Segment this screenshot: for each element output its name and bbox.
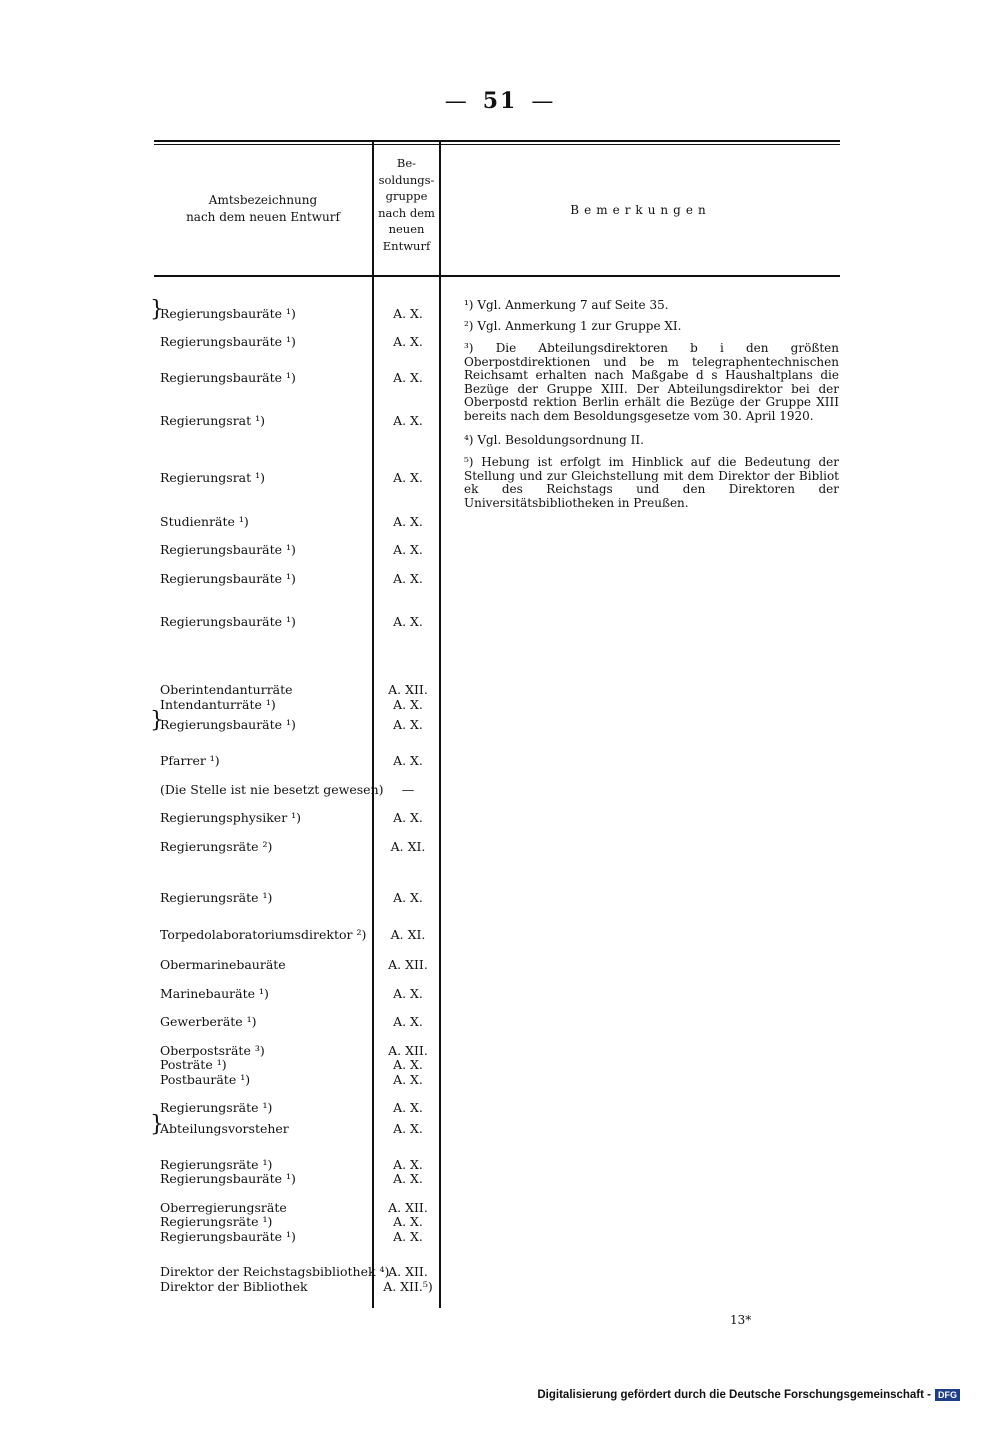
row-title: Regierungsbauräte ¹): [160, 614, 296, 629]
row-title: Oberpostsräte ³): [160, 1043, 265, 1058]
row-title: Direktor der Bibliothek: [160, 1279, 308, 1294]
row-group: A. XII.: [388, 1200, 428, 1215]
row-title: Marinebauräte ¹): [160, 986, 269, 1001]
header-col-title: Amtsbezeichnung nach dem neuen Entwurf: [186, 193, 340, 224]
row-group: A. X.: [393, 334, 423, 349]
row-group: A. X.: [393, 1057, 423, 1072]
row-title: Regierungsbauräte ¹): [160, 542, 296, 557]
row-title: Postbauräte ¹): [160, 1072, 251, 1087]
row-title: Regierungsbauräte ¹): [160, 334, 296, 349]
page-number-line: [0, 88, 1000, 114]
row-title: Regierungsrat ¹): [160, 413, 266, 428]
row-group: A. X.: [393, 1229, 423, 1244]
footnote-5: ⁵) Hebung ist erfolgt im Hinblick auf die Bedeutung der Stellung und zur Gleichstellung mit dem Direktor der Bibliot ek des Reichstags und den Direktoren der Universitätsbibliotheken in Preußen.: [464, 455, 839, 510]
row-group: A. X.: [393, 1157, 423, 1172]
digitization-footer-text: Digitalisierung gefördert durch die Deutsche Forschungsgemeinschaft -: [537, 1389, 931, 1402]
row-title: Posträte ¹): [160, 1057, 227, 1072]
row-title: Torpedolaboratoriumsdirektor ²): [160, 927, 367, 942]
row-title: Regierungsräte ¹): [160, 890, 273, 905]
row-group: A. X.: [393, 470, 423, 485]
row-group: A. X.: [393, 306, 423, 321]
row-group: A. X.: [393, 810, 423, 825]
footnote-2: ²) Vgl. Anmerkung 1 zur Gruppe XI.: [464, 319, 682, 333]
page-number: 51: [482, 88, 518, 114]
footnote-4: ⁴) Vgl. Besoldungsordnung II.: [464, 433, 644, 447]
row-title: Intendanturräte ¹): [160, 697, 276, 712]
row-group: A. XII.: [388, 1264, 428, 1279]
row-title: Regierungsräte ¹): [160, 1100, 273, 1115]
row-title: Regierungsbauräte ¹): [160, 1229, 296, 1244]
header-col-group: Be- soldungs- gruppe nach dem neuen Entwurf: [378, 156, 435, 253]
row-group: A. X.: [393, 1100, 423, 1115]
row-group: A. X.: [393, 1121, 423, 1136]
brace: }: [150, 708, 164, 733]
digitization-footer: [537, 1389, 960, 1401]
row-title: Direktor der Reichstagsbibliothek ⁴): [160, 1264, 390, 1279]
row-title: Pfarrer ¹): [160, 753, 220, 768]
row-title: Oberregierungsräte: [160, 1200, 287, 1215]
row-group: A. X.: [393, 1014, 423, 1029]
row-group: A. XII.⁵): [383, 1279, 433, 1294]
row-title: Regierungsphysiker ¹): [160, 810, 302, 825]
brace: }: [150, 1112, 164, 1137]
table-top-rule: [154, 140, 840, 142]
row-group: A. XII.: [388, 957, 428, 972]
header-col-remarks: Bemerkungen: [570, 203, 711, 217]
row-title: (Die Stelle ist nie besetzt gewesen): [160, 782, 384, 797]
row-title: Regierungsbauräte ¹): [160, 571, 296, 586]
row-group: A. X.: [393, 514, 423, 529]
row-group: A. XI.: [390, 927, 426, 942]
row-group: A. X.: [393, 571, 423, 586]
row-group: A. X.: [393, 986, 423, 1001]
row-group: —: [401, 782, 415, 797]
dfg-logo: DFG: [935, 1389, 960, 1401]
row-group: A. X.: [393, 753, 423, 768]
row-title: Regierungsräte ¹): [160, 1214, 273, 1229]
row-group: A. X.: [393, 370, 423, 385]
row-group: A. XI.: [390, 839, 426, 854]
footnote-3: ³) Die Abteilungsdirektoren b i den größten Oberpostdirektionen und be m telegraphentechnischen Reichsamt erhalten nach Maßgabe d s Haushaltplans die Bezüge der Gruppe XIII. Der Abteilungsdirektor bei der Oberpostd rektion Berlin erhält die Bezüge der Gruppe XIII bereits nach dem Besoldungsgesetze vom 30. April 1920.: [464, 341, 839, 423]
row-group: A. X.: [393, 697, 423, 712]
brace: }: [150, 297, 164, 322]
row-title: Regierungsbauräte ¹): [160, 370, 296, 385]
row-title: Oberintendanturräte: [160, 682, 293, 697]
row-title: Obermarinebauräte: [160, 957, 286, 972]
signature-mark: 13*: [730, 1313, 752, 1327]
row-group: A. X.: [393, 1214, 423, 1229]
row-title: Regierungsrat ¹): [160, 470, 266, 485]
row-title: Regierungsbauräte ¹): [160, 717, 296, 732]
row-group: A. X.: [393, 413, 423, 428]
row-group: A. X.: [393, 1171, 423, 1186]
table-top-rule-thin: [154, 144, 840, 145]
footnote-1: ¹) Vgl. Anmerkung 7 auf Seite 35.: [464, 298, 669, 312]
row-title: Regierungsräte ²): [160, 839, 273, 854]
row-group: A. X.: [393, 717, 423, 732]
page-number-dash-right: —: [531, 89, 556, 114]
row-title: Studienräte ¹): [160, 514, 249, 529]
row-title: Regierungsbauräte ¹): [160, 1171, 296, 1186]
row-group: A. X.: [393, 542, 423, 557]
row-group: A. X.: [393, 890, 423, 905]
row-title: Regierungsbauräte ¹): [160, 306, 296, 321]
row-group: A. X.: [393, 614, 423, 629]
row-group: A. X.: [393, 1072, 423, 1087]
page-number-dash-left: —: [444, 89, 469, 114]
header-bottom-rule: [154, 275, 840, 277]
row-title: Gewerberäte ¹): [160, 1014, 257, 1029]
row-title: Abteilungsvorsteher: [160, 1121, 289, 1136]
row-group: A. XII.: [388, 1043, 428, 1058]
row-title: Regierungsräte ¹): [160, 1157, 273, 1172]
row-group: A. XII.: [388, 682, 428, 697]
